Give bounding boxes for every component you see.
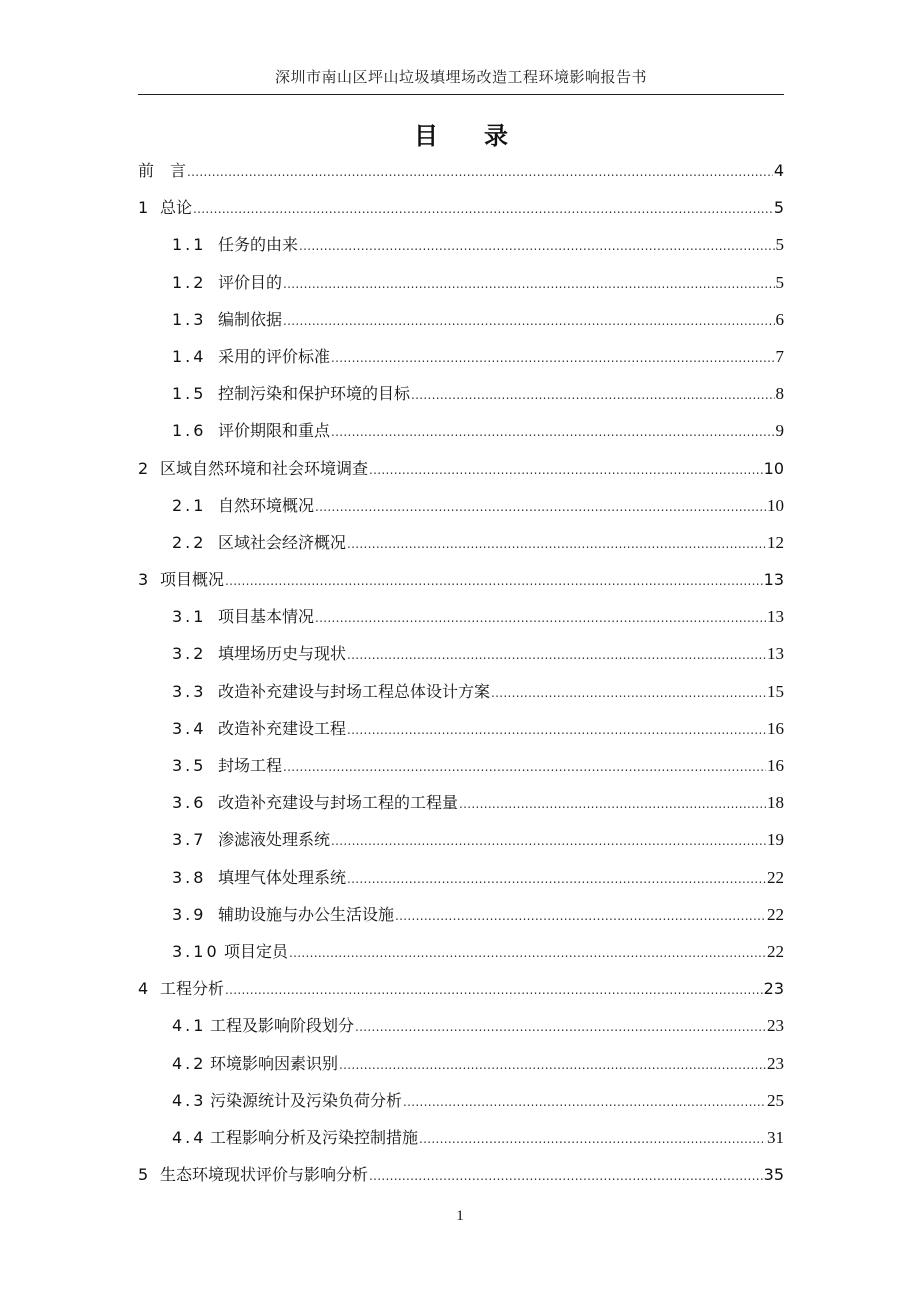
toc-entry-title: 前 言	[138, 161, 187, 180]
running-header: 深圳市南山区坪山垃圾填埋场改造工程环境影响报告书	[274, 68, 647, 86]
toc-entry-number: 1.2	[172, 272, 207, 292]
toc-entry-page: 16	[767, 718, 784, 738]
toc-entry-title: 自然环境概况	[218, 495, 315, 515]
toc-section-entry[interactable]	[138, 1013, 784, 1050]
toc-entry-title: 环境影响因素识别	[210, 1053, 339, 1073]
toc-leader-dots	[369, 463, 763, 477]
toc-entry-page: 5	[773, 198, 784, 218]
toc-section-entry[interactable]	[138, 232, 784, 269]
toc-entry-page: 12	[767, 532, 784, 552]
toc-leader-dots	[403, 1095, 766, 1109]
toc-entry-title: 改造补充建设与封场工程总体设计方案	[218, 681, 491, 701]
toc-section-entry[interactable]	[138, 641, 784, 678]
toc-entry-title: 项目基本情况	[218, 607, 315, 627]
toc-entry-number: 4.3	[172, 1090, 207, 1110]
toc-entry-number: 3.2	[172, 644, 207, 664]
toc-entry-number: 2.1	[172, 495, 207, 515]
toc-entry-page: 7	[775, 346, 784, 366]
toc-leader-dots	[347, 872, 766, 886]
toc-leader-dots	[419, 1132, 766, 1146]
toc-leader-dots	[331, 351, 774, 365]
toc-chapter-entry[interactable]	[138, 1162, 784, 1199]
toc-entry-title: 辅助设施与办公生活设施	[218, 904, 395, 924]
toc-entry-page: 25	[767, 1090, 784, 1110]
header-divider	[138, 94, 784, 95]
toc-entry-title: 工程及影响阶段划分	[210, 1016, 355, 1036]
toc-entry-title: 工程影响分析及污染控制措施	[210, 1127, 419, 1147]
toc-section-entry[interactable]	[138, 530, 784, 567]
toc-entry-page: 8	[775, 384, 784, 404]
toc-section-entry[interactable]	[138, 270, 784, 307]
toc-entry-title: 编制依据	[218, 309, 283, 329]
toc-leader-dots	[347, 648, 766, 662]
toc-leader-dots	[347, 537, 766, 551]
toc-entry-title: 生态环境现状评价与影响分析	[160, 1165, 369, 1185]
toc-leader-dots	[283, 760, 766, 774]
toc-leader-dots	[315, 611, 766, 625]
toc-entry-page: 22	[767, 904, 784, 924]
toc-leader-dots	[283, 314, 774, 328]
toc-leader-dots	[289, 946, 766, 960]
toc-entry-number: 4.1	[172, 1016, 207, 1036]
toc-section-entry[interactable]	[138, 344, 784, 381]
toc-entry-title: 工程分析	[160, 979, 225, 999]
toc-leader-dots	[225, 983, 763, 997]
toc-title-left: 目	[414, 122, 438, 150]
toc-entry-page: 35	[763, 1165, 784, 1185]
toc-entry-number: 1.3	[172, 309, 207, 329]
toc-entry-page: 23	[767, 1053, 784, 1073]
toc-chapter-entry[interactable]	[138, 976, 784, 1013]
toc-entry-title: 改造补充建设工程	[218, 718, 347, 738]
toc-entry-page: 5	[775, 272, 784, 292]
toc-entry-page: 13	[767, 644, 784, 664]
toc-entry-number: 2.2	[172, 532, 207, 552]
toc-entry-title: 采用的评价标准	[218, 346, 331, 366]
toc-leader-dots	[459, 797, 766, 811]
toc-title-right: 录	[484, 122, 508, 150]
toc-entry-title: 评价期限和重点	[218, 421, 331, 441]
toc-entry-number: 1.6	[172, 421, 207, 441]
toc-entry-number: 4.4	[172, 1127, 207, 1147]
toc-entry-number: 3.5	[172, 756, 207, 775]
toc-entry-page: 10	[767, 495, 784, 515]
toc-section-entry[interactable]	[138, 902, 784, 939]
toc-leader-dots	[187, 165, 773, 179]
toc-section-entry[interactable]	[138, 1125, 784, 1162]
toc-section-entry[interactable]	[138, 1088, 784, 1125]
toc-entry-title: 区域自然环境和社会环境调查	[160, 458, 369, 478]
toc-entry-title: 改造补充建设与封场工程的工程量	[218, 793, 459, 813]
toc-section-entry[interactable]	[138, 418, 784, 455]
toc-entry-number: 4	[138, 979, 149, 999]
toc-section-entry[interactable]	[138, 939, 784, 976]
toc-section-entry[interactable]	[138, 716, 784, 753]
toc-leader-dots	[355, 1020, 766, 1034]
toc-entry-page: 10	[763, 458, 784, 478]
toc-entry-page: 22	[767, 867, 784, 887]
toc-entry-page: 31	[767, 1127, 784, 1147]
toc-entry-page: 6	[775, 309, 784, 329]
toc-entry-page: 13	[767, 607, 784, 627]
toc-leader-dots	[395, 909, 766, 923]
toc-chapter-entry[interactable]	[138, 456, 784, 493]
toc-entry-number: 1	[138, 198, 149, 218]
toc-leader-dots	[331, 425, 774, 439]
toc-section-entry[interactable]	[138, 604, 784, 641]
toc-entry-title: 总论	[160, 198, 193, 218]
toc-entry-page: 4	[773, 161, 784, 180]
toc-entry-page: 16	[767, 756, 784, 775]
toc-leader-dots	[283, 277, 774, 291]
toc-entry-number: 1.4	[172, 346, 207, 366]
page-number: 1	[456, 1208, 464, 1224]
toc-chapter-entry[interactable]	[138, 567, 784, 604]
toc-section-entry[interactable]	[138, 753, 784, 790]
toc-entry-page: 22	[767, 941, 784, 961]
toc-section-entry[interactable]	[138, 827, 784, 864]
toc-entry-page: 13	[763, 570, 784, 590]
toc-entry-number: 3	[138, 570, 149, 590]
toc-chapter-entry[interactable]	[138, 195, 784, 232]
toc-entry-title: 填埋气体处理系统	[218, 867, 347, 887]
table-of-contents	[138, 158, 784, 1199]
toc-entry-number: 3.8	[172, 867, 207, 887]
toc-entry-title: 污染源统计及污染负荷分析	[210, 1090, 403, 1110]
toc-leader-dots	[339, 1058, 766, 1072]
toc-entry-title: 渗滤液处理系统	[218, 830, 331, 850]
toc-entry-number: 3.3	[172, 681, 207, 701]
toc-leader-dots	[193, 202, 773, 216]
toc-section-entry[interactable]	[138, 493, 784, 530]
toc-chapter-entry[interactable]	[138, 158, 784, 195]
toc-entry-title: 填埋场历史与现状	[218, 644, 347, 664]
toc-section-entry[interactable]	[138, 679, 784, 716]
toc-entry-page: 23	[763, 979, 784, 999]
toc-leader-dots	[411, 388, 774, 402]
toc-section-entry[interactable]	[138, 1051, 784, 1088]
toc-entry-title: 控制污染和保护环境的目标	[218, 384, 411, 404]
toc-entry-title: 区域社会经济概况	[218, 532, 347, 552]
toc-entry-number: 1.1	[172, 235, 207, 255]
toc-entry-page: 15	[767, 681, 784, 701]
toc-entry-title: 评价目的	[218, 272, 283, 292]
toc-entry-title: 任务的由来	[218, 235, 299, 255]
toc-section-entry[interactable]	[138, 865, 784, 902]
toc-entry-number: 4.2	[172, 1053, 207, 1073]
toc-entry-page: 19	[767, 830, 784, 850]
toc-entry-title: 项目定员	[224, 941, 289, 961]
toc-section-entry[interactable]	[138, 307, 784, 344]
toc-entry-number: 3.10	[172, 941, 220, 961]
toc-entry-title: 封场工程	[218, 756, 283, 775]
toc-entry-number: 3.1	[172, 607, 207, 627]
toc-leader-dots	[369, 1169, 763, 1183]
toc-entry-page: 5	[775, 235, 784, 255]
toc-entry-number: 2	[138, 458, 149, 478]
toc-entry-number: 3.9	[172, 904, 207, 924]
toc-entry-number: 5	[138, 1165, 149, 1185]
toc-section-entry[interactable]	[138, 790, 784, 827]
toc-entry-page: 23	[767, 1016, 784, 1036]
toc-leader-dots	[225, 574, 763, 588]
toc-entry-number: 3.7	[172, 830, 207, 850]
toc-section-entry[interactable]	[138, 381, 784, 418]
toc-leader-dots	[491, 686, 766, 700]
toc-entry-number: 3.4	[172, 718, 207, 738]
toc-entry-title: 项目概况	[160, 570, 225, 590]
toc-entry-page: 9	[775, 421, 784, 441]
toc-title	[138, 116, 784, 151]
toc-leader-dots	[315, 500, 766, 514]
toc-leader-dots	[347, 723, 766, 737]
toc-entry-page: 18	[767, 793, 784, 813]
toc-leader-dots	[299, 239, 774, 253]
toc-leader-dots	[331, 834, 766, 848]
toc-entry-number: 3.6	[172, 793, 207, 813]
toc-entry-number: 1.5	[172, 384, 207, 404]
